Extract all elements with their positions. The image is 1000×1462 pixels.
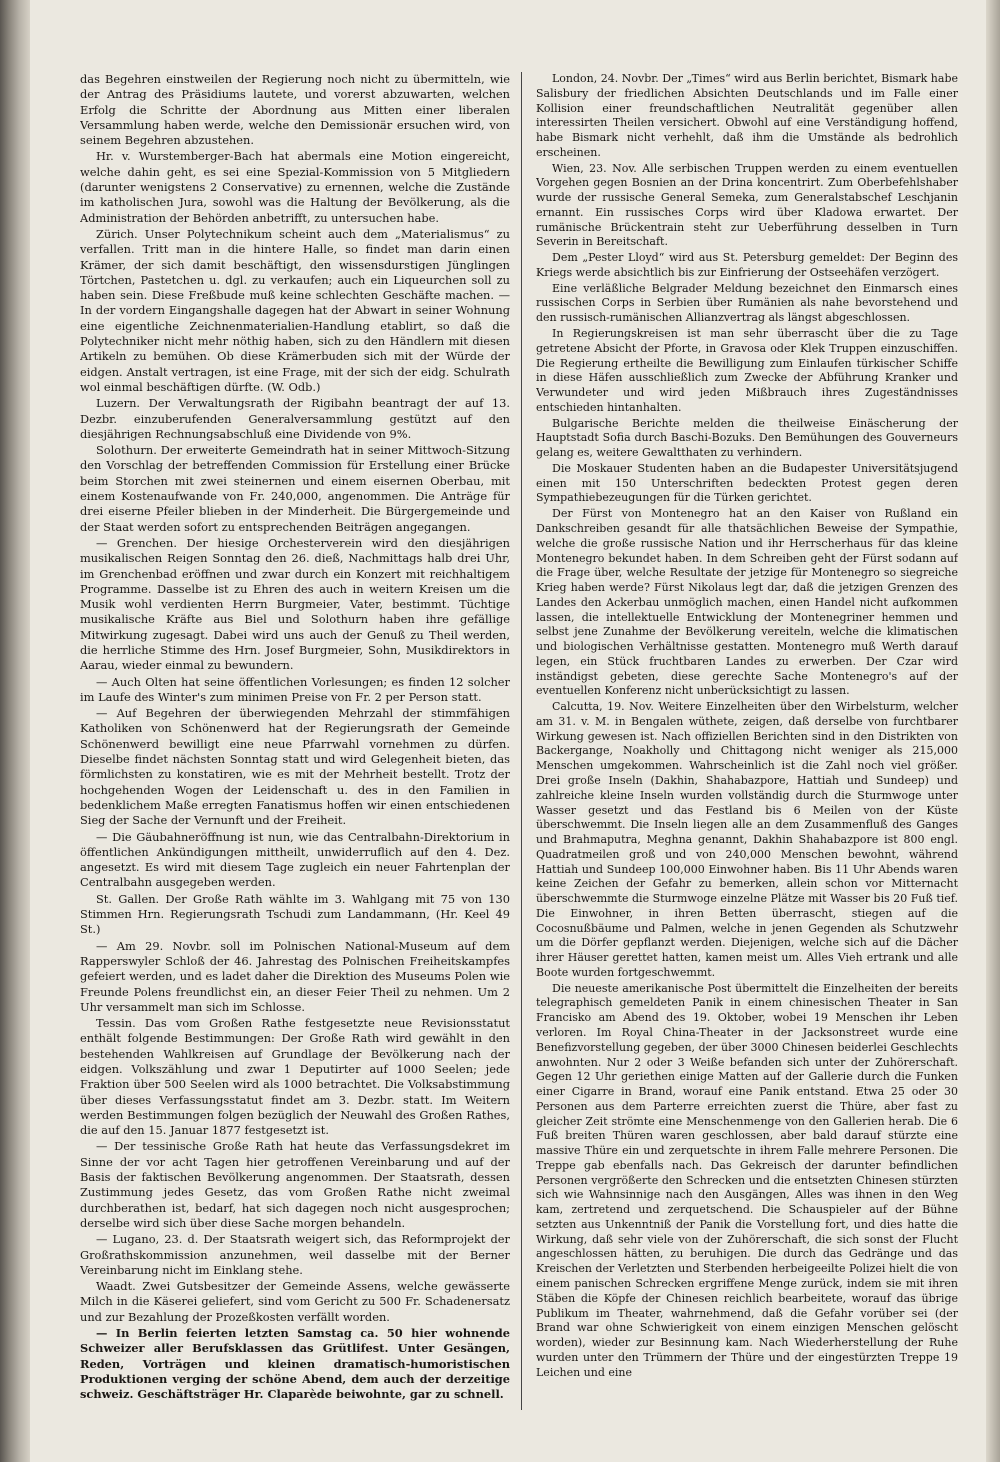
article-paragraph: Waadt. Zwei Gutsbesitzer der Gemeinde Assens, welche gewässerte Milch in die Käserei geliefert, sind vom Gericht zu 500 Fr. Schadenersatz und zur Bezahlung der Prozeßkosten verfällt worden. (80, 1279, 510, 1324)
article-paragraph: — Auf Begehren der überwiegenden Mehrzahl der stimmfähigen Katholiken von Schönenwerd hat der Regierungsrath der Gemeinde Schönenwerd bewilligt eine neue Pfarrwahl vornehmen zu dürfen. Dieselbe findet nächsten Sonntag statt und wird Gelegenheit bieten, das förmlichsten zu konstatiren, wie es mit der Mehrheit bestellt. Trotz der hochgehenden Wogen der Leidenschaft u. des in den Familien in bedenklichem Maße erregten Fanatismus hoffen wir einen entschiedenen Sieg der Sache der Vernunft und der Freiheit. (80, 706, 510, 828)
article-paragraph: — In Berlin feierten letzten Samstag ca. 50 hier wohnende Schweizer aller Berufsklassen das Grütlifest. Unter Gesängen, Reden, Vorträgen und kleinen dramatisch-humoristischen Produktionen verging der schöne Abend, dem auch der derzeitige schweiz. Geschäftsträger Hr. Claparède beiwohnte, gar zu schnell. (80, 1326, 510, 1402)
page-right-edge (986, 0, 1000, 1462)
article-paragraph: — Grenchen. Der hiesige Orchesterverein wird den diesjährigen musikalischen Reigen Sonntag den 26. dieß, Nachmittags halb drei Uhr, im Grenchenbad eröffnen und zwar durch ein Konzert mit reichhaltigem Programme. Dasselbe ist zu Ehren des auch in weitern Kreisen um die Musik wohl verdienten Herrn Burgmeier, Vater, bestimmt. Tüchtige musikalische Kräfte aus Biel und Solothurn haben ihre gefällige Mitwirkung zugesagt. Dabei wird uns auch der Genuß zu Theil werden, die herrliche Stimme des Hrn. Josef Burgmeier, Sohn, Musikdirektors in Aarau, wieder einmal zu bewundern. (80, 535, 510, 673)
article-paragraph: Eine verläßliche Belgrader Meldung bezeichnet den Einmarsch eines russischen Corps in Serbien über Rumänien als nahe bevorstehend und den russisch-rumänischen Allianzvertrag als längst abgeschlossen. (536, 281, 958, 325)
article-paragraph: — Die Gäubahneröffnung ist nun, wie das Centralbahn-Direktorium in öffentlichen Ankündigungen mittheilt, unwiderruflich auf den 4. Dez. angesetzt. Es wird mit diesem Tage zugleich ein neuer Fahrtenplan der Centralbahn ausgegeben werden. (80, 829, 510, 890)
article-paragraph: Bulgarische Berichte melden die theilweise Einäscherung der Hauptstadt Sofia durch Baschi-Bozuks. Den Bemühungen des Gouverneurs gelang es, weitere Gewaltthaten zu verhindern. (536, 416, 958, 460)
article-paragraph: London, 24. Novbr. Der „Times“ wird aus Berlin berichtet, Bismark habe Salisbury der friedlichen Absichten Deutschlands und im Falle einer Kollision einer freundschaftlichen Neutralität gegenüber allen interessirten Theilen versichert. Obwohl auf eine Verständigung hoffend, habe Bismark nicht verhehlt, daß ihm die Umstände als bedrohlich erscheinen. (536, 72, 958, 159)
right-column (536, 72, 958, 1412)
article-paragraph: das Begehren einstweilen der Regierung noch nicht zu übermitteln, wie der Antrag des Präsidiums lautete, und vorerst abzuwarten, welchen Erfolg die Schritte der Abordnung aus Mitten einer liberalen Versammlung haben werde, welche den Demissionär ersuchen wird, von seinem Begehren abzustehen. (80, 72, 510, 148)
left-column (80, 72, 510, 1412)
article-paragraph: Der Fürst von Montenegro hat an den Kaiser von Rußland ein Dankschreiben gesandt für alle thatsächlichen Beweise der Sympathie, welche die große russische Nation und ihr Herrscherhaus für das kleine Montenegro bekundet haben. In dem Schreiben geht der Fürst sodann auf die Frage über, welche Resultate der jetzige für Montenegro so siegreiche Krieg haben werde? Fürst Nikolaus legt dar, daß die jetzigen Grenzen des Landes den Ackerbau unmöglich machen, einen Handel nicht aufkommen lassen, die intellektuelle Entwicklung der Montenegriner hemmen und selbst jene Zunahme der Bevölkerung vereiteln, welche die klimatischen und biologischen Verhältnisse gestatten. Montenegro muß Werth darauf legen, ein Stück fruchtbaren Landes zu erwerben. Der Czar wird inständigst gebeten, diese gerechte Sache Montenegro's auf der eventuellen Konferenz nicht unberücksichtigt zu lassen. (536, 507, 958, 698)
article-paragraph: Die Moskauer Studenten haben an die Budapester Universitätsjugend einen mit 150 Unterschriften bedeckten Protest gegen deren Sympathiebezeugungen für die Türken gerichtet. (536, 461, 958, 505)
article-paragraph: Tessin. Das vom Großen Rathe festgesetzte neue Revisionsstatut enthält folgende Bestimmungen: Der Große Rath wird gewählt in den bestehenden Wahlkreisen auf Grundlage der Bevölkerung nach der eidgen. Volkszählung und zwar 1 Deputirter auf 1000 Seelen; jede Fraktion über 500 Seelen wird als 1000 betrachtet. Die Volksabstimmung über dieses Verfassungsstatut findet am 3. Dezbr. statt. Im Weitern werden Bestimmungen folgen bezüglich der Neuwahl des Großen Rathes, die auf den 15. Januar 1877 festgesetzt ist. (80, 1016, 510, 1138)
article-paragraph: Calcutta, 19. Nov. Weitere Einzelheiten über den Wirbelsturm, welcher am 31. v. M. in Bengalen wüthete, zeigen, daß derselbe von furchtbarer Wirkung gewesen ist. Nach offiziellen Berichten sind in den Distrikten von Backergange, Noakholly und Chittagong nicht weniger als 215,000 Menschen umgekommen. Wahrscheinlich ist die Zahl noch viel größer. Drei große Inseln (Dakhin, Shahabazpore, Hattiah und Sundeep) und zahlreiche kleine Inseln wurden vollständig durch die Sturmwoge unter Wasser gesetzt und das Festland bis 6 Meilen von der Küste überschwemmt. Die Inseln liegen alle an dem Zusammenfluß des Ganges und Brahmaputra, Meghna genannt, Dakhin Shahabazpore ist 800 engl. Quadratmeilen groß und von 240,000 Menschen bewohnt, während Hattiah und Sundeep 100,000 Einwohner haben. Bis 11 Uhr Abends waren keine Zeichen der Gefahr zu bemerken, allein schon vor Mitternacht überschwemmte die Sturmwoge einzelne Plätze mit Wasser bis 20 Fuß tief. Die Einwohner, in ihren Betten überrascht, stiegen auf die Cocosnußbäume und Palmen, welche in jenen Gegenden als Schutzwehr um die Dörfer gepflanzt werden. Diejenigen, welche sich auf die Dächer ihrer Häuser gerettet hatten, kamen meist um. Alles Vieh ertrank und alle Boote wurden fortgeschwemmt. (536, 700, 958, 979)
article-paragraph: Die neueste amerikanische Post übermittelt die Einzelheiten der bereits telegraphisch gemeldeten Panik in einem chinesischen Theater in San Francisko am Abend des 19. Oktober, wobei 19 Menschen ihr Leben verloren. Im Royal China-Theater in der Jacksonstreet wurde eine Benefizvorstellung gegeben, der über 3000 Chinesen beiderlei Geschlechts anwohnten. Nur 2 oder 3 Weiße befanden sich unter der Zuhörerschaft. Gegen 12 Uhr geriethen einige Matten auf der Gallerie durch die Funken einer Cigarre in Brand, worauf eine Panik entstand. Etwa 25 oder 30 Personen aus dem Parterre erreichten zuerst die Thüre, aber fast zu gleicher Zeit strömte eine Menschenmenge von den Gallerien herab. Die 6 Fuß breiten Thüren waren geschlossen, aber bald darauf stürzte eine massive Thüre ein und zerquetschte in ihrem Falle mehrere Personen. Die Treppe gab ebenfalls nach. Das Gekreisch der darunter befindlichen Personen vergrößerte den Schrecken und die entsetzten Chinesen stürzten sich wie Wahnsinnige nach den Ausgängen, Alles was ihnen in den Weg kam, zertretend und zerquetschend. Die Schauspieler auf der Bühne setzten aus Unkenntniß der Panik die Vorstellung fort, und dies hatte die Wirkung, daß sehr viele von der Zuhörerschaft, die sich sonst der Flucht angeschlossen hätten, zu beruhigen. Die durch das Gedränge und das Kreischen der Verletzten und Sterbenden herbeigeeilte Polizei hielt die von einem panischen Schrecken ergriffene Menge zurück, indem sie mit ihren Stäben die Köpfe der Chinesen reichlich bearbeitete, worauf das übrige Publikum im Theater, wahrnehmend, daß die Gefahr vorüber sei (der Brand war ohne Schwierigkeit von einem einzigen Menschen gelöscht worden), wieder zur Besinnung kam. Nach Wiederherstellung der Ruhe wurden unter den Trümmern der Thüre und der eingestürzten Treppe 19 Leichen und eine (536, 981, 958, 1379)
article-paragraph: Solothurn. Der erweiterte Gemeindrath hat in seiner Mittwoch-Sitzung den Vorschlag der betreffenden Commission für Erstellung einer Brücke beim Storchen mit zwei steinernen und einem eisernen Oberbau, mit einem Kostenaufwande von Fr. 240,000, angenommen. Die Anträge für drei eiserne Pfeiler blieben in der Minderheit. Die Bürgergemeinde und der Staat werden sofort zu entsprechenden Beiträgen angegangen. (80, 443, 510, 534)
article-paragraph: In Regierungskreisen ist man sehr überrascht über die zu Tage getretene Absicht der Pforte, in Gravosa oder Klek Truppen einzuschiffen. Die Regierung ertheilte die Bewilligung zum Einlaufen türkischer Schiffe in diese Häfen ausschließlich zum Zwecke der Abführung Kranker und Verwundeter und wird jeden Mißbrauch ihres Zugeständnisses entschieden hintanhalten. (536, 327, 958, 414)
article-paragraph: Wien, 23. Nov. Alle serbischen Truppen werden zu einem eventuellen Vorgehen gegen Bosnien an der Drina koncentrirt. Zum Oberbefehlshaber wurde der russische General Semeka, zum Generalstabschef Leschjanin ernannt. Ein russisches Corps wird über Kladowa erwartet. Der rumänische Brückentrain steht zur Ueberführung desselben in Turn Severin in Bereitschaft. (536, 161, 958, 249)
article-paragraph: — Lugano, 23. d. Der Staatsrath weigert sich, das Reformprojekt der Großrathskommission anzunehmen, weil dasselbe mit der Berner Vereinbarung nicht im Einklang stehe. (80, 1232, 510, 1277)
article-paragraph: Hr. v. Wurstemberger-Bach hat abermals eine Motion eingereicht, welche dahin geht, es sei eine Spezial-Kommission von 5 Mitgliedern (darunter wenigstens 2 Conservative) zu ernennen, welche die Zustände im katholischen Jura, sowohl was die Haltung der Bevölkerung, als die Administration der Behörden anbetrifft, zu untersuchen habe. (80, 149, 510, 225)
article-paragraph: Luzern. Der Verwaltungsrath der Rigibahn beantragt der auf 13. Dezbr. einzuberufenden Generalversammlung gestützt auf den diesjährigen Rechnungsabschluß eine Dividende von 9%. (80, 396, 510, 441)
article-paragraph: — Am 29. Novbr. soll im Polnischen National-Museum auf dem Rapperswyler Schloß der 46. Jahrestag des Polnischen Freiheitskampfes gefeiert werden, und es ladet daher die Direktion des Museums Polen wie Freunde Polens freundlichst ein, an dieser Feier Theil zu nehmen. Um 2 Uhr versammelt man sich im Schlosse. (80, 938, 510, 1014)
article-paragraph: Zürich. Unser Polytechnikum scheint auch dem „Materialismus“ zu verfallen. Tritt man in die hintere Halle, so findet man darin einen Krämer, der sich damit beschäftigt, den wissensdurstigen Jünglingen Törtchen, Pastetchen u. dgl. zu verkaufen; auch ein Liqueurchen soll zu haben sein. Diese Freßbude muß keine schlechten Geschäfte machen. — In der vordern Eingangshalle dagegen hat der Abwart in seiner Wohnung eine eigentliche Zeichnenmaterialien-Handlung etablirt, so daß die Polytechniker nicht mehr nöthig haben, sich zu den Händlern mit diesen Artikeln zu bemühen. Ob diese Krämerbuden sich mit der Würde der eidgen. Anstalt vertragen, ist eine Frage, mit der sich der eidg. Schulrath wol einmal beschäftigen dürfte. (W. Odb.) (80, 226, 510, 394)
article-paragraph: Dem „Pester Lloyd“ wird aus St. Petersburg gemeldet: Der Beginn des Kriegs werde absichtlich bis zur Einfrierung der Ostseehäfen verzögert. (536, 251, 958, 279)
article-paragraph: — Der tessinische Große Rath hat heute das Verfassungsdekret im Sinne der vor acht Tagen hier getroffenen Vereinbarung und auf der Basis der faktischen Bevölkerung angenommen. Der Staatsrath, dessen Zustimmung jedes Gesetz, das vom Großen Rathe nicht zweimal durchberathen ist, bedarf, hat sich dagegen noch nicht ausgesprochen; derselbe wird sich über diese Sache morgen behandeln. (80, 1139, 510, 1230)
article-paragraph: — Auch Olten hat seine öffentlichen Vorlesungen; es finden 12 solcher im Laufe des Winter's zum minimen Preise von Fr. 2 per Person statt. (80, 674, 510, 704)
book-gutter-edge (0, 0, 30, 1462)
column-divider (521, 72, 522, 1410)
article-paragraph: St. Gallen. Der Große Rath wählte im 3. Wahlgang mit 75 von 130 Stimmen Hrn. Regierungsrath Tschudi zum Landammann, (Hr. Keel 49 St.) (80, 891, 510, 937)
